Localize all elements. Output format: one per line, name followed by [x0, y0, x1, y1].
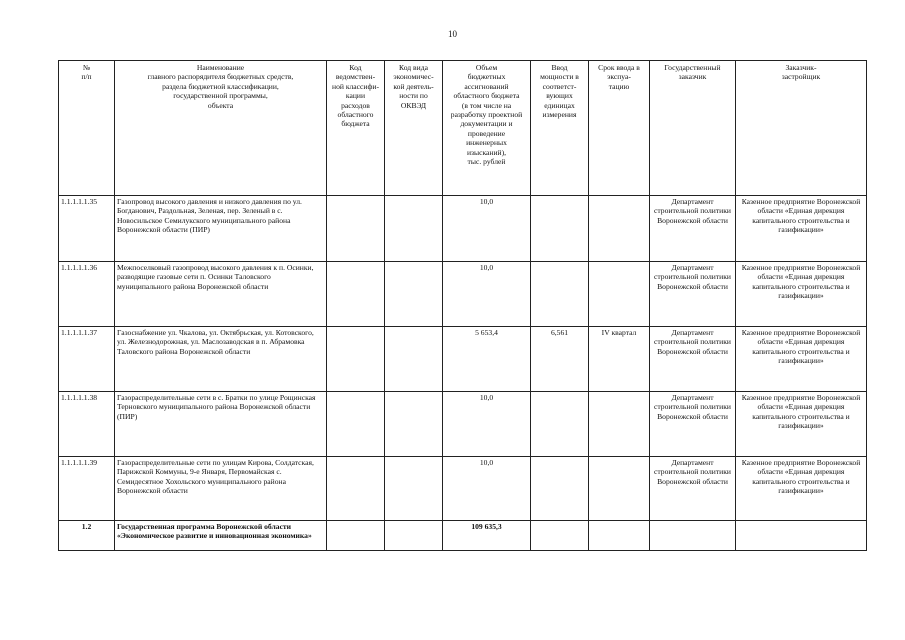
commission-term: [589, 521, 650, 551]
table-row-program: [59, 521, 867, 551]
header-okved: [385, 61, 443, 196]
capacity: [531, 457, 589, 521]
header-code-dept: [327, 61, 385, 196]
object-name: Газораспределительные сети в с. Братки по улице Рощинская Терновского муниципального района Воронежской области (ПИР): [115, 392, 327, 457]
header-developer: [736, 61, 867, 196]
budget-amount: 10,0: [443, 196, 531, 262]
table-row: [59, 392, 867, 457]
header-text: № п/п: [81, 63, 92, 82]
commission-term: [589, 457, 650, 521]
header-text: Заказчик- застройщик: [781, 63, 821, 82]
commission-term: [589, 262, 650, 327]
object-name: Газоснабжение ул. Чкалова, ул. Октябрьская, ул. Котовского, ул. Железнодорожная, ул. Маслозаводская в п. Абрамовка Таловского района Воронежской области: [115, 327, 327, 392]
row-number: 1.1.1.1.1.38: [59, 392, 115, 457]
header-text: Государственный заказчик: [664, 63, 721, 82]
table-row: [59, 327, 867, 392]
object-name: Газораспределительные сети по улицам Кирова, Солдатская, Парижской Коммуны, 9-е Января, Первомайская с. Семидесятное Хохольского муниципального района Воронежской области: [115, 457, 327, 521]
commission-term: IV квартал: [589, 327, 650, 392]
header-text: Наименование главного распорядителя бюджетных средств, раздела бюджетной классификации, государственной программы, объекта: [147, 63, 294, 110]
dept-code: [327, 327, 385, 392]
header-text: Код ведомствен- ной классифи- кации расходов областного бюджета: [332, 63, 379, 129]
developer: Казенное предприятие Воронежской области «Единая дирекция капитального строительства и газификации»: [736, 196, 867, 262]
row-number: 1.1.1.1.1.37: [59, 327, 115, 392]
state-customer: Департамент строительной политики Воронежской области: [650, 457, 736, 521]
developer: Казенное предприятие Воронежской области «Единая дирекция капитального строительства и газификации»: [736, 262, 867, 327]
state-customer: Департамент строительной политики Воронежской области: [650, 196, 736, 262]
okved-code: [385, 196, 443, 262]
table-header-row: [59, 61, 867, 196]
page-number: 10: [448, 29, 457, 39]
okved-code: [385, 262, 443, 327]
object-name: Межпоселковый газопровод высокого давления к п. Осинки, разводящие газовые сети п. Осинки Таловского муниципального района Воронежской области: [115, 262, 327, 327]
state-customer: Департамент строительной политики Воронежской области: [650, 392, 736, 457]
okved-code: [385, 327, 443, 392]
table-row: [59, 196, 867, 262]
header-text: Объем бюджетных ассигнований областного бюджета (в том числе на разработку проектной документации и проведение инженерных изысканий), тыс. рублей: [450, 63, 523, 167]
state-customer: Департамент строительной политики Воронежской области: [650, 262, 736, 327]
header-text: Срок ввода в экспуа- тацию: [598, 63, 640, 91]
header-capacity: [531, 61, 589, 196]
budget-amount: 10,0: [443, 392, 531, 457]
row-number: 1.1.1.1.1.35: [59, 196, 115, 262]
budget-amount: 109 635,3: [443, 521, 531, 551]
capacity: [531, 521, 589, 551]
header-term: [589, 61, 650, 196]
dept-code: [327, 457, 385, 521]
budget-amount: 10,0: [443, 457, 531, 521]
row-number: 1.2: [59, 521, 115, 551]
capacity: 6,561: [531, 327, 589, 392]
capacity: [531, 262, 589, 327]
budget-table: [58, 60, 867, 551]
okved-code: [385, 521, 443, 551]
header-text: Код вида экономичес- кой деятель- ности по ОКВЭД: [393, 63, 434, 110]
budget-amount: 5 653,4: [443, 327, 531, 392]
dept-code: [327, 196, 385, 262]
table-row: [59, 457, 867, 521]
dept-code: [327, 521, 385, 551]
developer: Казенное предприятие Воронежской области «Единая дирекция капитального строительства и газификации»: [736, 327, 867, 392]
header-name: [115, 61, 327, 196]
commission-term: [589, 196, 650, 262]
table-row: [59, 262, 867, 327]
header-text: Ввод мощности в соответст- вующих единицах измерения: [540, 63, 579, 120]
state-customer: Департамент строительной политики Воронежской области: [650, 327, 736, 392]
dept-code: [327, 262, 385, 327]
developer: Казенное предприятие Воронежской области «Единая дирекция капитального строительства и газификации»: [736, 457, 867, 521]
commission-term: [589, 392, 650, 457]
capacity: [531, 392, 589, 457]
capacity: [531, 196, 589, 262]
object-name: Газопровод высокого давления и низкого давления по ул. Богданович, Раздольная, Зеленая, пер. Зеленый в с. Новосильское Семилукского муниципального района Воронежской области (ПИР): [115, 196, 327, 262]
dept-code: [327, 392, 385, 457]
program-name: Государственная программа Воронежской области «Экономическое развитие и инновационная экономика»: [115, 521, 327, 551]
row-number: 1.1.1.1.1.36: [59, 262, 115, 327]
header-customer: [650, 61, 736, 196]
developer: [736, 521, 867, 551]
row-number: 1.1.1.1.1.39: [59, 457, 115, 521]
header-amount: [443, 61, 531, 196]
header-num: [59, 61, 115, 196]
okved-code: [385, 457, 443, 521]
okved-code: [385, 392, 443, 457]
developer: Казенное предприятие Воронежской области «Единая дирекция капитального строительства и газификации»: [736, 392, 867, 457]
state-customer: [650, 521, 736, 551]
budget-amount: 10,0: [443, 262, 531, 327]
